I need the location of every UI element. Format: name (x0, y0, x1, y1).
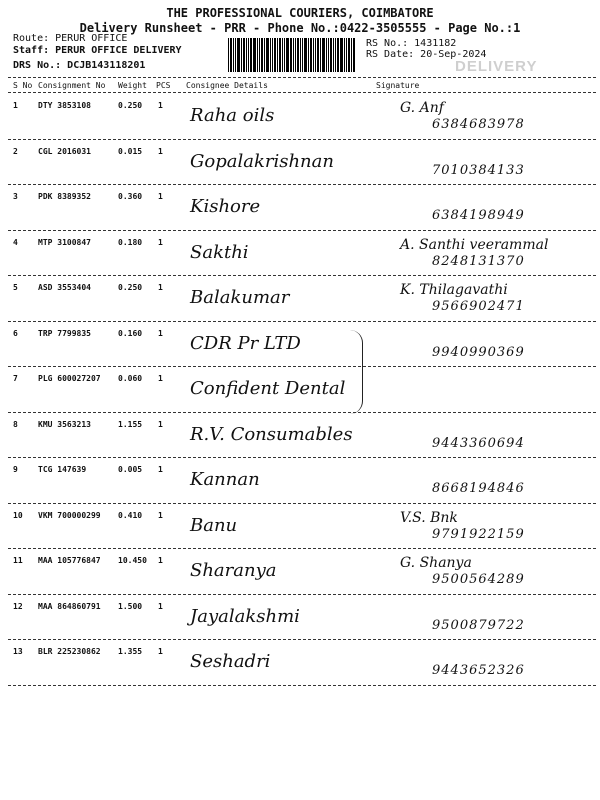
signature-phone: 9500879722 (432, 617, 525, 633)
row-divider (8, 503, 596, 504)
barcode-bar (348, 38, 350, 72)
barcode-bar (293, 38, 294, 72)
sno-cell: 8 (13, 419, 18, 429)
header-bottom-rule (8, 92, 596, 93)
table-row (0, 277, 600, 322)
barcode-bar (304, 38, 307, 72)
pcs-cell: 1 (158, 283, 163, 292)
pcs-cell: 1 (158, 647, 163, 656)
signature-phone: 7010384133 (432, 162, 525, 178)
barcode-bar (274, 38, 276, 72)
column-header-sno: S No (13, 81, 33, 90)
signature-phone: 9443360694 (432, 435, 525, 451)
signature-name: G. Shanya (400, 555, 472, 571)
barcode-bar (282, 38, 283, 72)
barcode-bar (320, 38, 321, 72)
row-divider (8, 184, 596, 185)
table-row (0, 95, 600, 140)
barcode-bar (233, 38, 234, 72)
sno-cell: 6 (13, 328, 18, 338)
row-divider (8, 685, 596, 686)
pcs-cell: 1 (158, 146, 163, 156)
barcode-bar (300, 38, 301, 72)
barcode-bar (330, 38, 332, 72)
consignee-name: Sakthi (190, 241, 249, 263)
barcode-bar (261, 38, 263, 72)
sno-cell: 5 (13, 283, 18, 292)
barcode-bar (322, 38, 325, 72)
table-row (0, 550, 600, 595)
signature-phone: 6384198949 (432, 208, 525, 223)
signature-name: K. Thilagavathi (400, 282, 508, 298)
row-divider (8, 366, 596, 367)
pcs-cell: 1 (158, 101, 163, 110)
barcode-bar (317, 38, 319, 72)
consignment-number: CGL 2016031 (38, 146, 91, 156)
consignment-number: KMU 3563213 (38, 419, 91, 429)
weight-cell: 0.410 (118, 510, 143, 520)
consignee-name: Kishore (190, 196, 261, 217)
sno-cell: 13 (13, 647, 23, 656)
signature-phone: 9791922159 (432, 526, 525, 542)
weight-cell: 1.355 (118, 647, 143, 656)
table-row (0, 641, 600, 686)
row-divider (8, 548, 596, 549)
column-header-consignee: Consignee Details (186, 81, 268, 90)
weight-cell: 10.450 (118, 556, 147, 565)
row-divider (8, 321, 596, 322)
barcode-bar (248, 38, 249, 72)
consignee-name: Kannan (190, 469, 260, 490)
signature-name: V.S. Bnk (400, 509, 458, 526)
barcode-bar (333, 38, 334, 72)
table-top-rule (8, 77, 596, 78)
consignment-number: PLG 600027207 (38, 374, 101, 383)
barcode-bar (326, 38, 327, 72)
consignment-number: MAA 105776847 (38, 556, 101, 565)
consignee-name: Jayalakshmi (190, 605, 300, 627)
row-divider (8, 457, 596, 458)
barcode-bar (315, 38, 316, 72)
table-row (0, 414, 600, 459)
sno-cell: 12 (13, 601, 23, 611)
table-row (0, 459, 600, 504)
barcode-bar (230, 38, 232, 72)
table-row (0, 186, 600, 231)
table-row (0, 368, 600, 413)
barcode-bar (272, 38, 273, 72)
company-title: THE PROFESSIONAL COURIERS, COIMBATORE (166, 6, 434, 20)
weight-cell: 0.180 (118, 237, 143, 247)
consignment-number: DTY 3853108 (38, 101, 91, 110)
column-header-signature: Signature (376, 81, 420, 90)
consignment-number: VKM 700000299 (38, 510, 101, 520)
barcode-bar (270, 38, 271, 72)
barcode-bar (235, 38, 236, 72)
barcode-bar (310, 38, 312, 72)
consignment-number: TRP 7799835 (38, 328, 91, 338)
consignment-number: PDK 8389352 (38, 192, 91, 201)
weight-cell: 0.250 (118, 101, 143, 110)
barcode-bar (308, 38, 309, 72)
consignee-name: Raha oils (190, 105, 275, 126)
row-divider (8, 139, 596, 140)
barcode-bar (228, 38, 229, 72)
barcode-bar (302, 38, 303, 72)
barcode-bar (284, 38, 285, 72)
sno-cell: 7 (13, 374, 18, 383)
sno-cell: 11 (13, 556, 23, 565)
column-header-pcs: PCS (156, 81, 171, 90)
table-row (0, 323, 600, 368)
barcode-bar (266, 38, 269, 72)
weight-cell: 0.160 (118, 328, 143, 338)
barcode-bar (264, 38, 265, 72)
consignment-number: MTP 3100847 (38, 237, 91, 247)
pcs-cell: 1 (158, 465, 163, 474)
table-row (0, 232, 600, 277)
weight-cell: 0.015 (118, 146, 143, 156)
barcode-bar (237, 38, 240, 72)
signature-name: A. Santhi veerammal (400, 236, 549, 253)
barcode-bar (277, 38, 278, 72)
row-divider (8, 230, 596, 231)
weight-cell: 1.155 (118, 419, 143, 429)
row-divider (8, 412, 596, 413)
barcode-bar (297, 38, 299, 72)
row-divider (8, 275, 596, 276)
barcode-bar (243, 38, 245, 72)
barcode-bar (241, 38, 242, 72)
barcode-bar (340, 38, 343, 72)
sno-cell: 4 (13, 237, 18, 247)
table-row (0, 505, 600, 550)
pcs-cell: 1 (158, 374, 163, 383)
route-label: Route: PERUR OFFICE (13, 33, 128, 44)
pcs-cell: 1 (158, 556, 163, 565)
column-header-weight: Weight (118, 81, 147, 90)
column-header-consignment: Consignment No (38, 81, 106, 90)
signature-phone: 9940990369 (432, 344, 525, 360)
sno-cell: 9 (13, 465, 18, 474)
barcode-bar (250, 38, 252, 72)
sno-cell: 10 (13, 510, 23, 520)
pcs-cell: 1 (158, 237, 163, 247)
signature-phone: 9566902471 (432, 299, 525, 314)
consignee-name: CDR Pr LTD (190, 332, 301, 354)
barcode (228, 38, 360, 72)
barcode-bar (253, 38, 256, 72)
staff-label: Staff: PERUR OFFICE DELIVERY (13, 45, 182, 56)
hand-drawn-bracket (350, 330, 363, 414)
signature-phone: 9500564289 (432, 572, 525, 587)
barcode-bar (313, 38, 314, 72)
signature-phone: 9443652326 (432, 663, 525, 678)
barcode-bar (295, 38, 296, 72)
rs-date: RS Date: 20-Sep-2024 (366, 49, 487, 60)
consignment-number: MAA 864860791 (38, 601, 101, 611)
consignee-name: Gopalakrishnan (190, 150, 334, 172)
pcs-cell: 1 (158, 419, 163, 429)
barcode-bar (290, 38, 292, 72)
signature-phone: 8248131370 (432, 253, 525, 269)
sno-cell: 3 (13, 192, 18, 201)
barcode-bar (353, 38, 355, 72)
consignee-name: Seshadri (190, 651, 271, 672)
pcs-cell: 1 (158, 192, 163, 201)
barcode-bar (279, 38, 281, 72)
consignee-name: Sharanya (190, 560, 277, 581)
runsheet-title: Delivery Runsheet - PRR - Phone No.:0422-3505555 - Page No.:1 (79, 21, 521, 35)
row-divider (8, 594, 596, 595)
weight-cell: 0.250 (118, 283, 143, 292)
pcs-cell: 1 (158, 510, 163, 520)
barcode-bar (335, 38, 336, 72)
consignment-number: ASD 3553404 (38, 283, 91, 292)
barcode-bar (286, 38, 289, 72)
signature-phone: 8668194846 (432, 481, 525, 496)
rs-number: RS No.: 1431182 (366, 38, 457, 49)
consignee-name: Confident Dental (190, 378, 346, 399)
barcode-bar (257, 38, 258, 72)
barcode-bar (246, 38, 247, 72)
barcode-bar (328, 38, 329, 72)
consignee-name: Banu (190, 514, 238, 536)
barcode-bar (344, 38, 345, 72)
signature-name: G. Anf (400, 100, 444, 116)
barcode-bar (351, 38, 352, 72)
table-row (0, 141, 600, 186)
weight-cell: 1.500 (118, 601, 143, 611)
sno-cell: 1 (13, 101, 18, 110)
consignment-number: TCG 147639 (38, 465, 87, 474)
consignee-name: Balakumar (190, 287, 290, 308)
weight-cell: 0.060 (118, 374, 143, 383)
pcs-cell: 1 (158, 328, 163, 338)
table-row (0, 596, 600, 641)
consignment-number: BLR 225230862 (38, 647, 101, 656)
weight-cell: 0.005 (118, 465, 143, 474)
delivery-stamp: DELIVERY (455, 58, 538, 75)
sno-cell: 2 (13, 146, 18, 156)
drs-number: DRS No.: DCJB143118201 (13, 60, 146, 71)
barcode-bar (259, 38, 260, 72)
weight-cell: 0.360 (118, 192, 143, 201)
barcode-bar (346, 38, 347, 72)
barcode-bar (337, 38, 339, 72)
signature-phone: 6384683978 (432, 117, 525, 132)
consignee-name: R.V. Consumables (190, 423, 353, 445)
row-divider (8, 639, 596, 640)
pcs-cell: 1 (158, 601, 163, 611)
